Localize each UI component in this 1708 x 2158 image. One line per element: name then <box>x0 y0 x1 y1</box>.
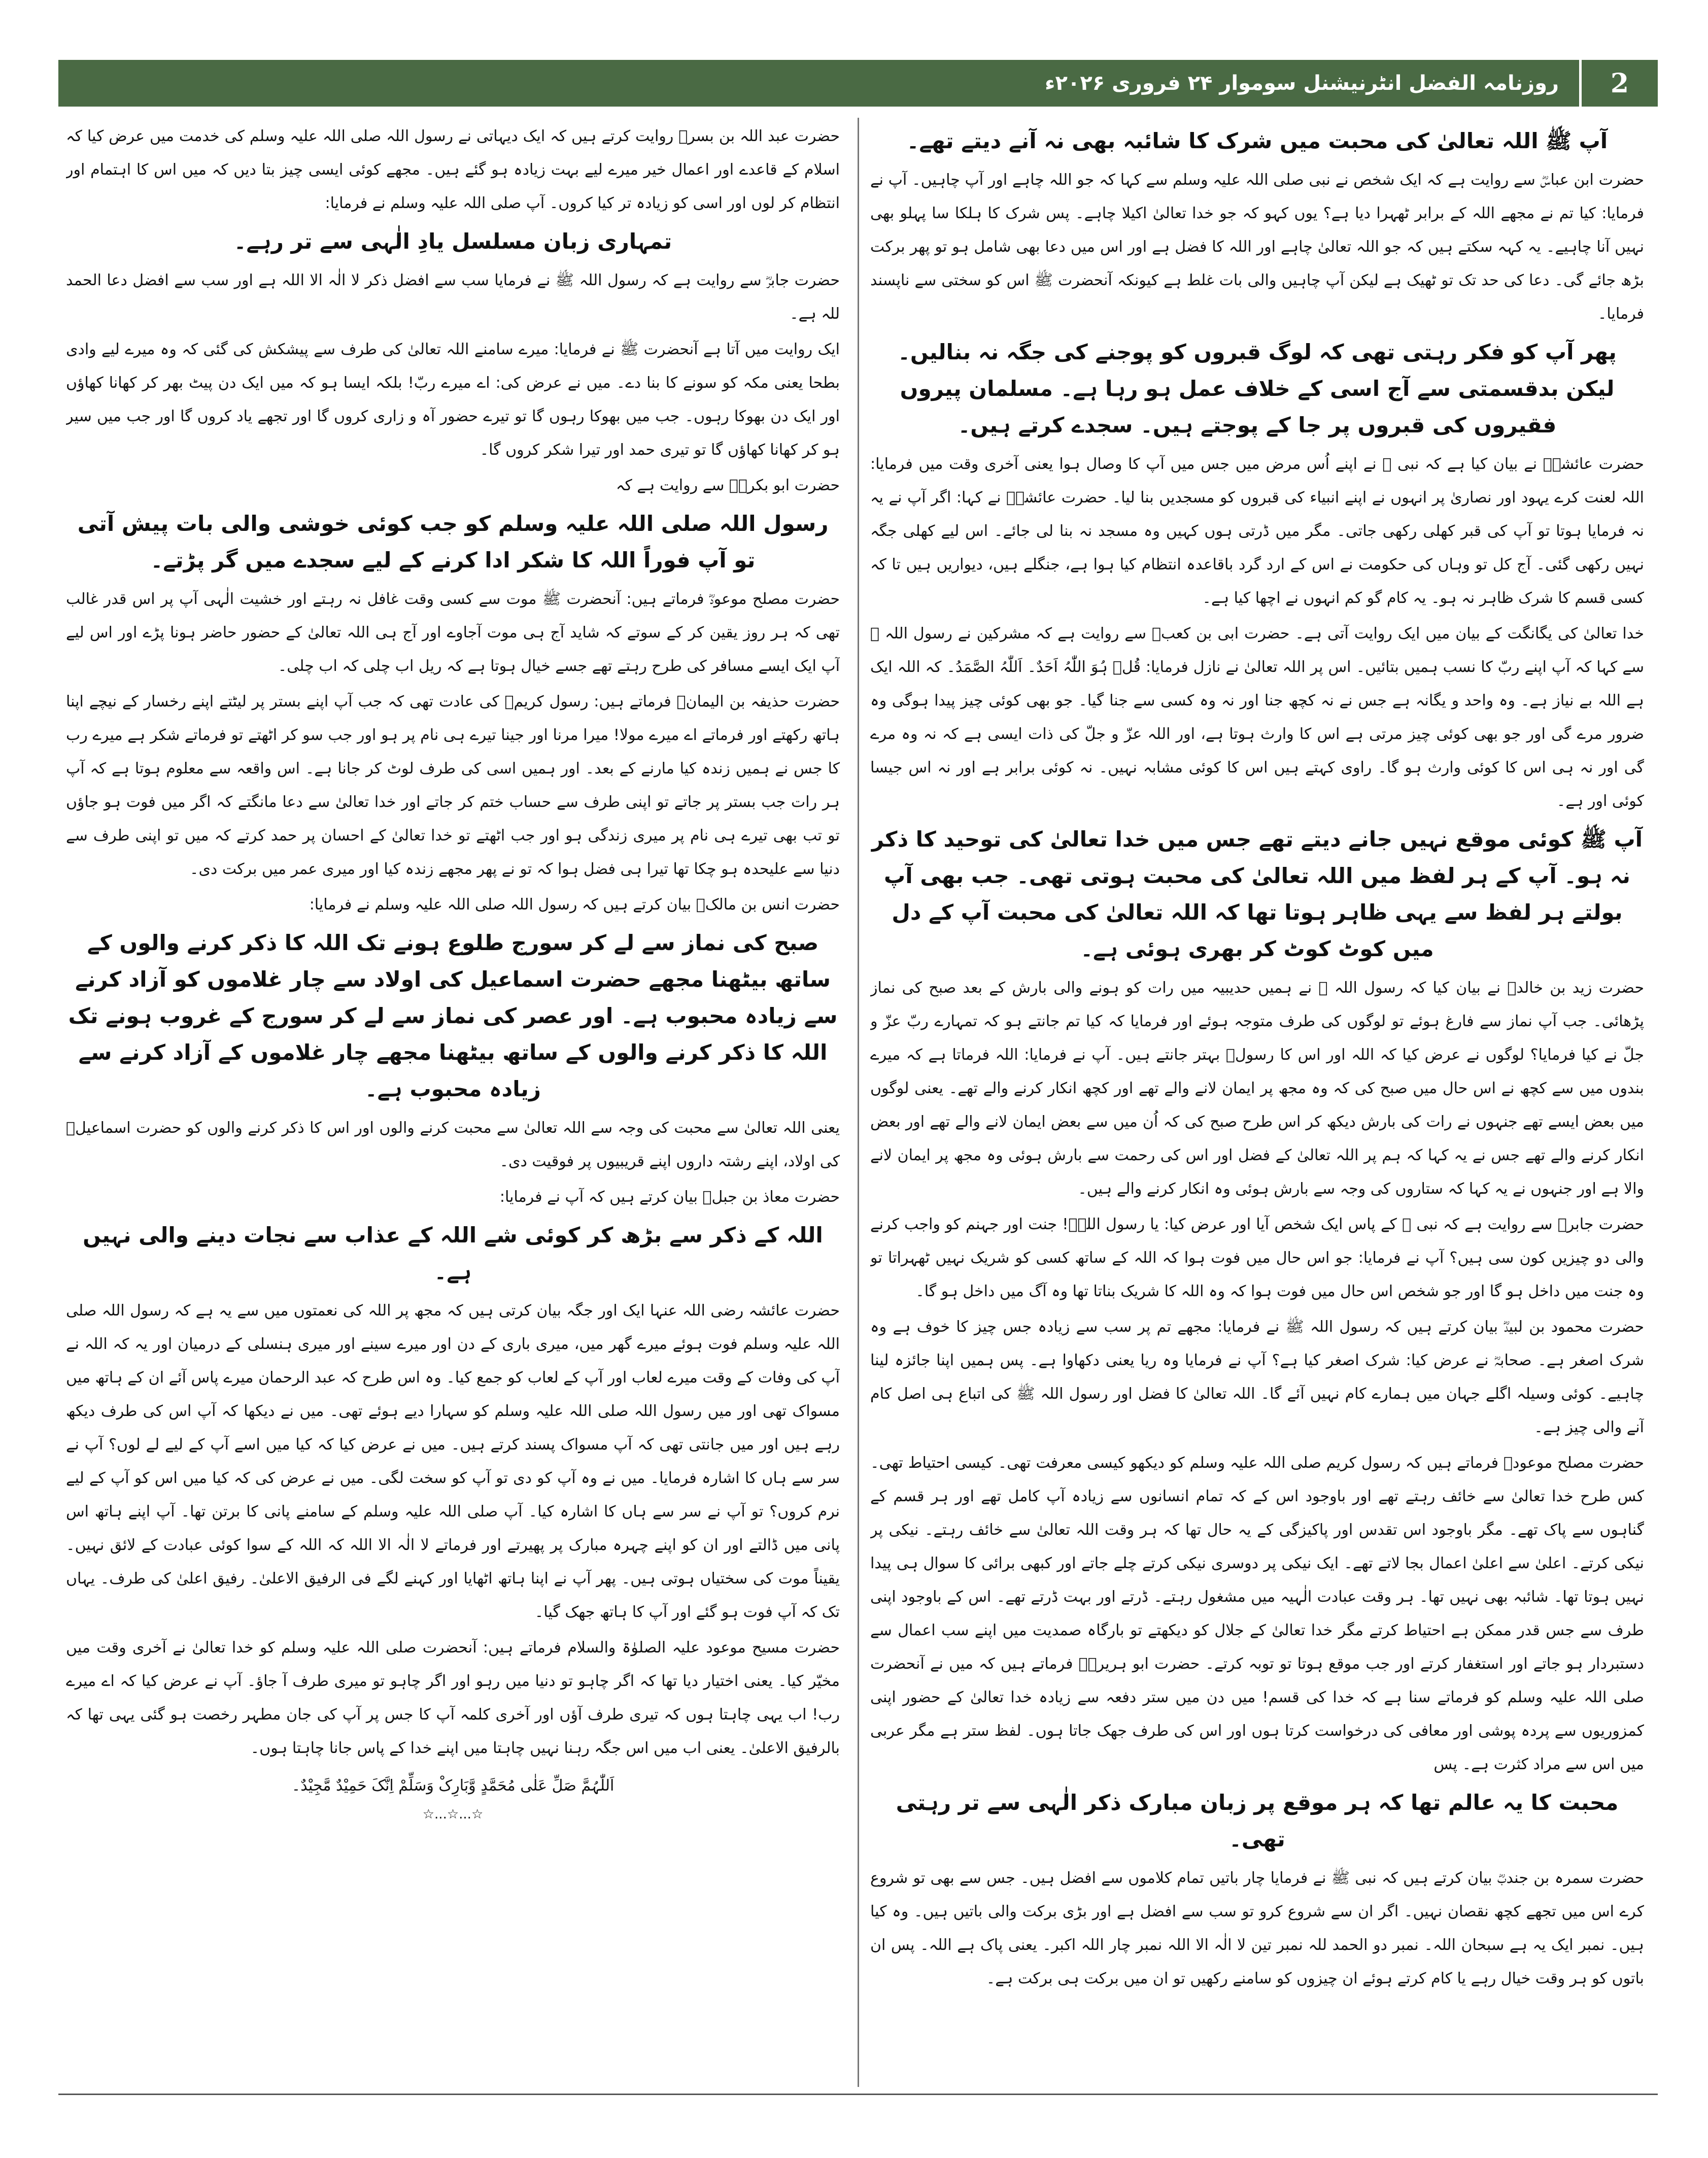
closing-stars: ☆...☆...☆ <box>422 1807 484 1822</box>
right-column <box>870 120 1644 2084</box>
article-paragraph: حضرت جابرؓ سے روایت ہے کہ نبی ﷺ کے پاس ایک شخص آیا اور عرض کیا: یا رسول اللہؐ! جنت اور جہنم کو واجب کرنے والی دو چیزیں کون سی ہیں؟ آپ نے فرمایا: جو اس حال میں فوت ہوا کہ اللہ کے ساتھ کسی کو شریک نہیں ٹھہراتا تو وہ جنت میں داخل ہو گا اور جو شخص اس حال میں فوت ہوا کہ وہ اللہ کا شریک بناتا تھا وہ آگ میں داخل ہو گا۔ <box>870 1216 1644 1300</box>
article-paragraph: حضرت سمرہ بن جندبؓ بیان کرتے ہیں کہ نبی ﷺ نے فرمایا چار باتیں تمام کلاموں سے افضل ہیں۔ جس سے بھی تو شروع کرے اس میں تجھے کچھ نقصان نہیں۔ اگر ان سے شروع کرو تو سب سے افضل ہے اور بڑی برکت والی باتیں ہیں۔ وہ کیا ہیں۔ نمبر ایک یہ ہے سبحان اللہ۔ نمبر دو الحمد للہ نمبر تین لا الٰہ الا اللہ نمبر چار اللہ اکبر۔ یعنی پاک ہے اللہ۔ پس ان باتوں کو ہر وقت خیال رہے یا کام کرتے ہوئے ان چیزوں کو سامنے رکھیں تو ان میں برکت ہی برکت ہے۔ <box>870 1869 1644 1987</box>
section-heading: رسول اللہ صلی اللہ علیہ وسلم کو جب کوئی خوشی والی بات پیش آتی تو آپ فوراً اللہ کا شکر ادا کرنے کے لیے سجدے میں گر پڑتے۔ <box>77 511 829 572</box>
article-paragraph: حضرت زید بن خالدؓ نے بیان کیا کہ رسول اللہ ﷺ نے ہمیں حدیبیہ میں رات کو ہونے والی بارش کے بعد صبح کی نماز پڑھائی۔ جب آپ نماز سے فارغ ہوئے تو لوگوں کی طرف متوجہ ہوئے اور فرمایا کہ کیا تم جانتے ہو کہ تمہارے ربّ عزّ و جلّ نے کیا فرمایا؟ لوگوں نے عرض کیا کہ اللہ اور اس کا رسولؐ بہتر جانتے ہیں۔ آپ نے فرمایا: اللہ فرماتا ہے کہ میرے بندوں میں سے کچھ نے اس حال میں صبح کی کہ وہ مجھ پر ایمان لانے والے تھے اور کچھ انکار کرنے والے تھے۔ یعنی لوگوں میں بعض ایسے تھے جنہوں نے رات کی بارش دیکھ کر اس طرح صبح کی کہ اُن میں سے بعض ایمان لانے والے تھے اور بعض انکار کرنے والے تھے جس نے یہ کہا کہ ہم پر اللہ تعالیٰ کے فضل اور اس کی رحمت سے بارش ہوئی وہ مجھ پر ایمان لانے والا ہے اور جنہوں نے یہ کہا کہ ستاروں کی وجہ سے بارش ہوئی وہ انکار کرنے والے ہیں۔ <box>870 979 1644 1198</box>
bottom-rule <box>58 2094 1658 2095</box>
article-paragraph: حضرت عائشہ رضی اللہ عنہا ایک اور جگہ بیان کرتی ہیں کہ مجھ پر اللہ کی نعمتوں میں سے یہ ہے کہ رسول اللہ صلی اللہ علیہ وسلم فوت ہوئے میرے گھر میں، میری باری کے دن اور میرے سینے اور میری ہنسلی کے درمیان اور یہ کہ اللہ نے آپ کی وفات کے وقت میرے لعاب اور آپ کے لعاب کو جمع کیا۔ وہ اس طرح کہ عبد الرحمان میرے پاس آئے ان کے ہاتھ میں مسواک تھی اور میں رسول اللہ صلی اللہ علیہ وسلم کو سہارا دیے ہوئے تھی۔ میں نے دیکھا کہ آپ اس کی طرف دیکھ رہے ہیں اور میں جانتی تھی کہ آپ مسواک پسند کرتے ہیں۔ میں نے عرض کیا کہ کیا میں اسے آپ کے لیے لے لوں؟ آپ نے سر سے ہاں کا اشارہ فرمایا۔ میں نے وہ آپ کو دی تو آپ کو سخت لگی۔ میں نے عرض کی کہ کیا میں اس کو آپ کے لیے نرم کروں؟ تو آپ نے سر سے ہاں کا اشارہ کیا۔ آپ صلی اللہ علیہ وسلم کے سامنے پانی کا برتن تھا۔ آپ اپنے ہاتھ اس پانی میں ڈالتے اور ان کو اپنے چہرہ مبارک پر پھیرتے اور فرماتے لا الٰہ الا اللہ کہ اللہ کے سوا کوئی عبادت کے لائق نہیں۔ یقیناً موت کی سختیاں ہوتی ہیں۔ پھر آپ نے اپنا ہاتھ اٹھایا اور کہنے لگے فی الرفیق الاعلیٰ۔ رفیق اعلیٰ کی طرف۔ یہاں تک کہ آپ فوت ہو گئے اور آپ کا ہاتھ جھک گیا۔ <box>66 1302 840 1621</box>
article-paragraph: یعنی اللہ تعالیٰ سے محبت کی وجہ سے اللہ تعالیٰ سے محبت کرنے والوں اور اس کا ذکر کرنے والوں کو حضرت اسماعیلؑ کی اولاد، اپنے رشتہ داروں اپنے قریبیوں پر فوقیت دی۔ <box>66 1119 840 1170</box>
section-heading: اللہ کے ذکر سے بڑھ کر کوئی شے اللہ کے عذاب سے نجات دینے والی نہیں ہے۔ <box>83 1223 823 1284</box>
section-heading: پھر آپ کو فکر رہتی تھی کہ لوگ قبروں کو پوجنے کی جگہ نہ بنالیں۔ لیکن بدقسمتی سے آج اسی کے خلاف عمل ہو رہا ہے۔ مسلمان پیروں فقیروں کی قبروں پر جا کے پوجتے ہیں۔ سجدے کرتے ہیں۔ <box>898 340 1617 437</box>
section-heading: آپ ﷺ اللہ تعالیٰ کی محبت میں شرک کا شائبہ بھی نہ آنے دیتے تھے۔ <box>906 128 1608 153</box>
article-paragraph: حضرت مصلح موعودؓ فرماتے ہیں کہ رسول کریم صلی اللہ علیہ وسلم کو دیکھو کیسی معرفت تھی۔ کیسی احتیاط تھی۔ کس طرح خدا تعالیٰ سے خائف رہتے تھے اور باوجود اس کے کہ تمام انسانوں سے زیادہ آپ کامل تھے اور ہر قسم کے گناہوں سے پاک تھے۔ مگر باوجود اس تقدس اور پاکیزگی کے یہ حال تھا کہ ہر وقت اللہ تعالیٰ سے خائف رہتے۔ نیکی پر نیکی کرتے۔ اعلیٰ سے اعلیٰ اعمال بجا لاتے تھے۔ ایک نیکی پر دوسری نیکی کرتے چلے جاتے اور کبھی برائی کا سوال ہی پیدا نہیں ہوتا تھا۔ شائبہ بھی نہیں تھا۔ ہر وقت عبادت الٰہیہ میں مشغول رہتے۔ ڈرتے اور بہت ڈرتے تھے۔ اس کے باوجود اپنی طرف سے جس قدر ممکن ہے احتیاط کرتے مگر خدا تعالیٰ کے جلال کو دیکھتے تو بارگاہ صمدیت میں اپنے سب اعمال سے دستبردار ہو جاتے اور استغفار کرتے اور جب موقع ہوتا تو توبہ کرتے۔ حضرت ابو ہریرہؓ فرماتے ہیں کہ میں نے آنحضرت صلی اللہ علیہ وسلم کو فرماتے سنا ہے کہ خدا کی قسم! میں دن میں ستر دفعہ سے زیادہ خدا تعالیٰ کے حضور اپنی کمزوریوں سے پردہ پوشی اور معافی کی درخواست کرتا ہوں اور اس کی طرف جھک جاتا ہوں۔ لفظ ستر ہے مگر عربی میں اس سے مراد کثرت ہے۔ پس <box>870 1454 1644 1773</box>
article-paragraph: حضرت مصلح موعودؓ فرماتے ہیں: آنحضرت ﷺ موت سے کسی وقت غافل نہ رہتے اور خشیت الٰہی آپ پر اس قدر غالب تھی کہ ہر روز یقین کر کے سوتے کہ شاید آج ہی موت آجاوے اور آج ہی اللہ تعالیٰ کے حضور حاضر ہونا پڑے اور اس لیے آپ ایک ایسے مسافر کی طرح رہتے تھے جسے خیال ہوتا ہے کہ ریل اب چلی کہ اب چلی۔ <box>66 590 840 675</box>
page-header <box>58 60 1658 107</box>
article-paragraph: ایک روایت میں آتا ہے آنحضرت ﷺ نے فرمایا: میرے سامنے اللہ تعالیٰ کی طرف سے پیشکش کی گئی کہ وہ میرے لیے وادی بطحا یعنی مکہ کو سونے کا بنا دے۔ میں نے عرض کی: اے میرے ربّ! بلکہ ایسا ہو کہ میں ایک دن پیٹ بھر کر کھانا کھاؤں اور ایک دن بھوکا رہوں۔ جب میں بھوکا رہوں گا تو تیرے حضور آہ و زاری کروں گا اور تجھے یاد کروں گا اور جب میں سیر ہو کر کھانا کھاؤں گا تو تیری حمد اور تیرا شکر کروں گا۔ <box>66 341 840 459</box>
left-column <box>66 120 840 2084</box>
column-divider <box>858 118 859 2087</box>
article-paragraph: حضرت ابو بکرہؓ سے روایت ہے کہ <box>616 477 840 494</box>
article-paragraph: حضرت معاذ بن جبلؓ بیان کرتے ہیں کہ آپ نے فرمایا: <box>499 1188 840 1206</box>
newspaper-title: روزنامہ الفضل انٹرنیشنل سوموار ۲۴ فروری ۲۰۲۶ء <box>1045 72 1559 95</box>
section-heading: آپ ﷺ کوئی موقع نہیں جانے دیتے تھے جس میں خدا تعالیٰ کی توحید کا ذکر نہ ہو۔ آپ کے ہر لفظ میں اللہ تعالیٰ کی محبت ہوتی تھی۔ جب بھی آپ بولتے ہر لفظ سے یہی ظاہر ہوتا تھا کہ اللہ تعالیٰ کی محبت آپ کے دل میں کوٹ کوٹ کر بھری ہوئی ہے۔ <box>871 827 1643 961</box>
section-heading: تمہاری زبان مسلسل یادِ الٰہی سے تر رہے۔ <box>233 229 672 254</box>
article-paragraph: حضرت عبد اللہ بن بسرؓ روایت کرتے ہیں کہ ایک دیہاتی نے رسول اللہ صلی اللہ علیہ وسلم کی خدمت میں عرض کیا کہ اسلام کے قاعدے اور اعمال خیر میرے لیے بہت زیادہ ہو گئے ہیں۔ مجھے کوئی ایسی چیز بتا دیں کہ میں اس کا اہتمام اور انتظام کر لوں اور اسی کو زیادہ تر کیا کروں۔ آپ صلی اللہ علیہ وسلم نے فرمایا: <box>66 127 840 212</box>
article-paragraph: حضرت مسیح موعود علیہ الصلوٰۃ والسلام فرماتے ہیں: آنحضرت صلی اللہ علیہ وسلم کو خدا تعالیٰ نے آخری وقت میں مخیّر کیا۔ یعنی اختیار دیا تھا کہ اگر چاہو تو دنیا میں رہو اور اگر چاہو تو میری طرف آ جاؤ۔ آپ نے عرض کیا کہ اے میرے رب! اب یہی چاہتا ہوں کہ تیری طرف آؤں اور آخری کلمہ آپ کا جس پر آپ کی جان مطہر رخصت ہو گئی یہی تھا کہ بالرفیق الاعلیٰ۔ یعنی اب میں اس جگہ رہنا نہیں چاہتا میں اپنے خدا کے پاس جانا چاہتا ہوں۔ <box>66 1639 840 1757</box>
closing-dua: اَللّٰہُمَّ صَلِّ عَلٰی مُحَمَّدٍ وَّبَارِکْ وَسَلِّمْ اِنَّکَ حَمِیْدٌ مَّجِیْدٌ۔ <box>291 1777 614 1795</box>
article-paragraph: حضرت حذیفہ بن الیمانؓ فرماتے ہیں: رسول کریمؐ کی عادت تھی کہ جب آپ اپنے بستر پر لیٹتے اپنے رخسار کے نیچے اپنا ہاتھ رکھتے اور فرماتے اے میرے مولا! میرا مرنا اور جینا تیرے ہی نام پر ہو اور جب سو کر اٹھتے تو فرماتے شکر ہے میرے رب کا جس نے ہمیں زندہ کیا مارنے کے بعد۔ اور ہمیں اسی کی طرف لوٹ کر جانا ہے۔ اس واقعہ سے معلوم ہوتا ہے کہ آپ ہر رات جب بستر پر جاتے تو اپنی طرف سے حساب ختم کر جاتے اور خدا تعالیٰ سے دعا مانگتے کہ اگر میں فوت ہو جاؤں تو تب بھی تیرے ہی نام پر میری زندگی ہو اور جب اٹھتے تو خدا تعالیٰ کے احسان پر حمد کرتے کہ میں تو اپنی طرف سے دنیا سے علیحدہ ہو چکا تھا تیرا ہی فضل ہوا کہ تو نے پھر مجھے زندہ کیا اور میری عمر میں برکت دی۔ <box>66 693 840 878</box>
section-heading: محبت کا یہ عالم تھا کہ ہر موقع پر زبان مبارک ذکر الٰہی سے تر رہتی تھی۔ <box>896 1790 1619 1851</box>
article-paragraph: حضرت جابرؓ سے روایت ہے کہ رسول اللہ ﷺ نے فرمایا سب سے افضل ذکر لا الٰہ الا اللہ ہے اور سب سے افضل دعا الحمد للہ ہے۔ <box>66 272 840 323</box>
article-paragraph: حضرت انس بن مالکؓ بیان کرتے ہیں کہ رسول اللہ صلی اللہ علیہ وسلم نے فرمایا: <box>309 896 840 914</box>
section-heading: صبح کی نماز سے لے کر سورج طلوع ہونے تک اللہ کا ذکر کرنے والوں کے ساتھ بیٹھنا مجھے حضرت اسماعیل کی اولاد سے چار غلاموں کو آزاد کرنے سے زیادہ محبوب ہے۔ اور عصر کی نماز سے لے کر سورج کے غروب ہونے تک اللہ کا ذکر کرنے والوں کے ساتھ بیٹھنا مجھے چار غلاموں کے آزاد کرنے سے زیادہ محبوب ہے۔ <box>68 930 838 1101</box>
article-paragraph: خدا تعالیٰ کی یگانگت کے بیان میں ایک روایت آتی ہے۔ حضرت ابی بن کعبؓ سے روایت ہے کہ مشرکین نے رسول اللہ ﷺ سے کہا کہ آپ اپنے ربّ کا نسب ہمیں بتائیں۔ اس پر اللہ تعالیٰ نے نازل فرمایا: قُلۡ ہُوَ اللّٰہُ اَحَدٌ۔ اَللّٰہُ الصَّمَدُ۔ کہ اللہ ایک ہے اللہ بے نیاز ہے۔ وہ واحد و یگانہ ہے جس نے نہ کچھ جنا اور نہ وہ کسی سے جنا گیا۔ جو بھی کوئی چیز پیدا ہوگی وہ ضرور مرے گی اور جو بھی کوئی چیز مرتی ہے اس کا وارث ہوتا ہے، اور اللہ عزّ و جلّ کی ذات ایسی ہے کہ نہ وہ مرے گی اور نہ ہی اس کا کوئی وارث ہو گا۔ راوی کہتے ہیں اس کا کوئی مشابہ نہیں۔ نہ کوئی برابر ہے اور نہ اس جیسا کوئی اور ہے۔ <box>870 625 1644 810</box>
article-paragraph: حضرت ابن عباسؓ سے روایت ہے کہ ایک شخص نے نبی صلی اللہ علیہ وسلم سے کہا کہ جو اللہ چاہے اور آپ چاہیں۔ آپ نے فرمایا: کیا تم نے مجھے اللہ کے برابر ٹھہرا دیا ہے؟ یوں کہو کہ جو خدا تعالیٰ اکیلا چاہے۔ پس شرک کا ہلکا سا پہلو بھی نہیں آنا چاہیے۔ یہ کہہ سکتے ہیں کہ جو اللہ تعالیٰ چاہے اور اللہ کا فضل ہے اور اس میں دعا بھی شامل ہو تو پھر برکت بڑھ جائے گی۔ دعا کی حد تک تو ٹھیک ہے لیکن آپ چاہیں والی بات غلط ہے کیونکہ آنحضرت ﷺ اس کو سختی سے ناپسند فرمایا۔ <box>870 171 1644 323</box>
page-number: 2 <box>1579 60 1658 107</box>
article-paragraph: حضرت عائشہؓ نے بیان کیا ہے کہ نبی ﷺ نے اپنے اُس مرض میں جس میں آپ کا وصال ہوا یعنی آخری وقت میں فرمایا: اللہ لعنت کرے یہود اور نصاریٰ پر انہوں نے اپنے انبیاء کی قبروں کو مسجدیں بنا لیا۔ حضرت عائشہؓ نے کہا: اگر آپ نے یہ نہ فرمایا ہوتا تو آپ کی قبر کھلی رکھی جاتی۔ مگر میں ڈرتی ہوں کہیں وہ مسجد نہ بنا لی جائے۔ اس لیے کھلی جگہ نہیں رکھی گئی۔ آج کل تو وہاں کی حکومت نے اس کے ارد گرد باقاعدہ انتظام کیا ہوا ہے، جنگلے ہیں، دیواریں ہیں تا کہ کسی قسم کا شرک ظاہر نہ ہو۔ یہ کام گو کم انہوں نے اچھا کیا ہے۔ <box>870 455 1644 607</box>
article-paragraph: حضرت محمود بن لبیدؓ بیان کرتے ہیں کہ رسول اللہ ﷺ نے فرمایا: مجھے تم پر سب سے زیادہ جس چیز کا خوف ہے وہ شرک اصغر ہے۔ صحابہؓ نے عرض کیا: شرک اصغر کیا ہے؟ آپ نے فرمایا وہ ریا یعنی دکھاوا ہے۔ پس ہمیں اپنا جائزہ لینا چاہیے۔ کوئی وسیلہ اگلے جہان میں ہمارے کام نہیں آئے گا۔ اللہ تعالیٰ کا فضل اور رسول اللہ ﷺ کی اتباع ہی اصل کام آنے والی چیز ہے۔ <box>870 1318 1644 1436</box>
